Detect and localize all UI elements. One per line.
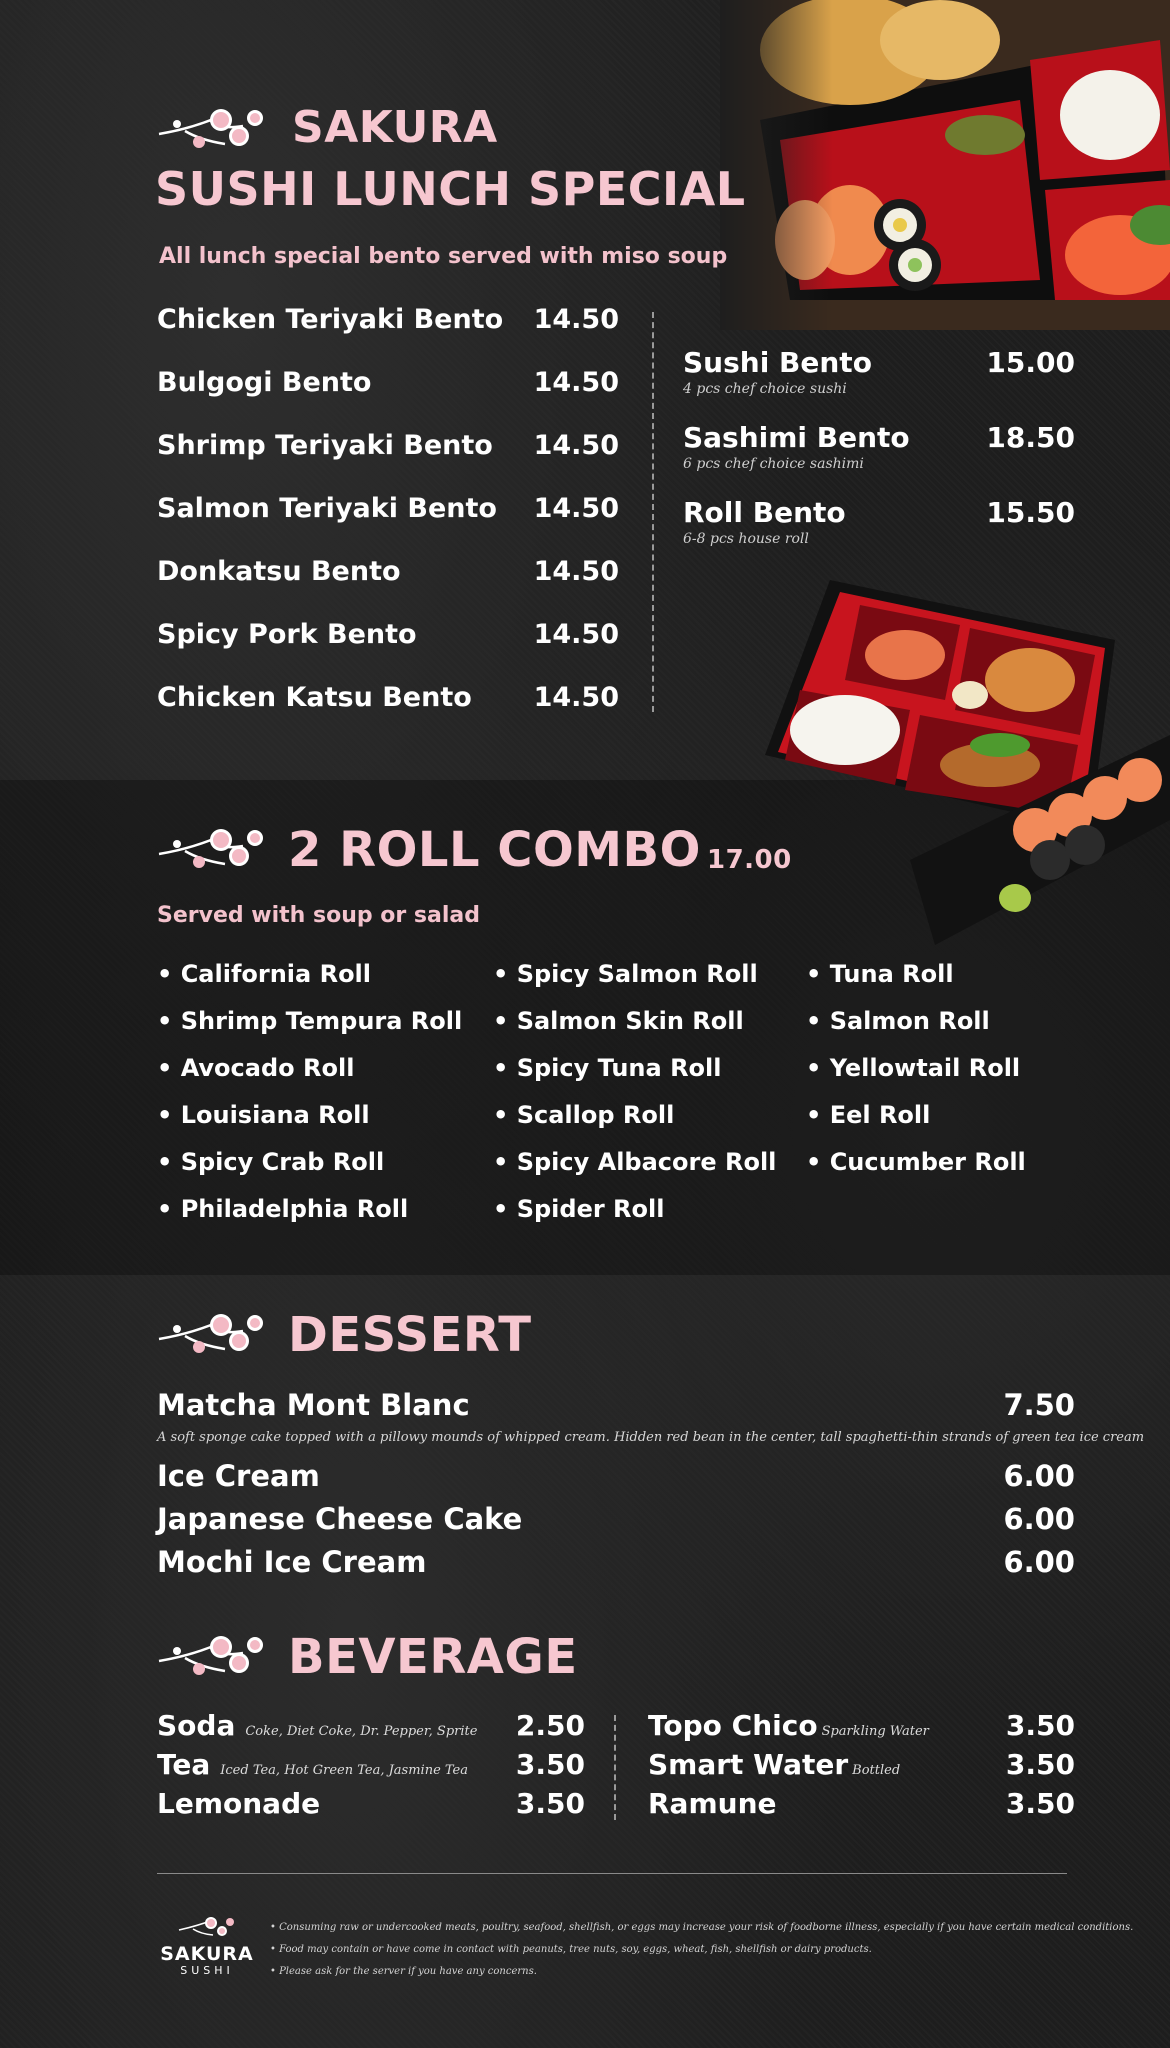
item-name: Sashimi Bento bbox=[683, 421, 910, 454]
roll-item: • Scallop Roll bbox=[493, 1101, 675, 1129]
menu-item bbox=[157, 1459, 1075, 1493]
roll-item: • Tuna Roll bbox=[806, 960, 954, 988]
item-price: 14.50 bbox=[533, 430, 619, 461]
menu-item bbox=[157, 1748, 585, 1781]
item-price: 18.50 bbox=[986, 421, 1075, 454]
item-price: 3.50 bbox=[1005, 1748, 1075, 1781]
column-divider bbox=[614, 1715, 616, 1820]
item-name: Smart Water bbox=[648, 1748, 849, 1781]
combo-title: 2 ROLL COMBO bbox=[288, 822, 701, 878]
roll-item: • California Roll bbox=[157, 960, 372, 988]
menu-item bbox=[648, 1787, 1075, 1820]
roll-item: • Salmon Roll bbox=[806, 1007, 990, 1035]
menu-item bbox=[683, 496, 1075, 547]
item-name: Bulgogi Bento bbox=[157, 367, 372, 398]
item-price: 14.50 bbox=[533, 304, 619, 335]
disclaimer-line: • Food may contain or have come in contact with peanuts, tree nuts, soy, eggs, wheat, fish, shellfish or dairy products. bbox=[270, 1944, 872, 1955]
item-price: 6.00 bbox=[1003, 1459, 1075, 1493]
dessert-title: DESSERT bbox=[288, 1307, 532, 1363]
roll-item: • Spicy Crab Roll bbox=[157, 1148, 385, 1176]
item-price: 14.50 bbox=[533, 493, 619, 524]
menu-item bbox=[157, 556, 619, 596]
item-price: 6.00 bbox=[1003, 1545, 1075, 1579]
brand-sub: SUSHI bbox=[180, 1964, 234, 1977]
bento-photo-middle bbox=[760, 570, 1170, 950]
item-price: 14.50 bbox=[533, 367, 619, 398]
item-name: Mochi Ice Cream bbox=[157, 1545, 427, 1579]
sakura-blossom-icon bbox=[177, 1914, 237, 1940]
item-note: 4 pcs chef choice sushi bbox=[683, 381, 847, 397]
menu-item bbox=[157, 1787, 585, 1820]
roll-item: • Spicy Salmon Roll bbox=[493, 960, 758, 988]
beverage-title: BEVERAGE bbox=[288, 1629, 578, 1685]
item-price: 15.50 bbox=[986, 496, 1075, 529]
item-price: 3.50 bbox=[1005, 1709, 1075, 1742]
roll-item: • Salmon Skin Roll bbox=[493, 1007, 744, 1035]
menu-item bbox=[157, 304, 619, 344]
roll-item: • Cucumber Roll bbox=[806, 1148, 1026, 1176]
menu-item bbox=[157, 1502, 1075, 1536]
item-name: Ramune bbox=[648, 1787, 777, 1820]
item-price: 3.50 bbox=[515, 1748, 585, 1781]
item-price: 3.50 bbox=[515, 1787, 585, 1820]
disclaimer-line: • Consuming raw or undercooked meats, poultry, seafood, shellfish, or eggs may increase your risk of foodborne illness, especially if you have certain medical conditions. bbox=[270, 1922, 1134, 1933]
roll-item: • Avocado Roll bbox=[157, 1054, 355, 1082]
item-price: 2.50 bbox=[515, 1709, 585, 1742]
item-detail: Sparkling Water bbox=[821, 1724, 929, 1739]
menu-item bbox=[648, 1709, 1075, 1742]
menu-item bbox=[157, 367, 619, 407]
item-name: Salmon Teriyaki Bento bbox=[157, 493, 497, 524]
item-name: Topo Chico bbox=[648, 1709, 818, 1742]
roll-item: • Spicy Tuna Roll bbox=[493, 1054, 722, 1082]
roll-item: • Philadelphia Roll bbox=[157, 1195, 409, 1223]
sakura-blossom-icon bbox=[155, 820, 271, 876]
menu-item bbox=[683, 346, 1075, 397]
combo-subtitle: Served with soup or salad bbox=[157, 903, 480, 928]
item-name: Roll Bento bbox=[683, 496, 846, 529]
footer-logo bbox=[152, 1914, 262, 1977]
item-name: Soda bbox=[157, 1709, 236, 1742]
bento-photo-top bbox=[720, 0, 1170, 330]
item-price: 3.50 bbox=[1005, 1787, 1075, 1820]
menu-item bbox=[157, 430, 619, 470]
item-name: Matcha Mont Blanc bbox=[157, 1388, 470, 1422]
item-price: 15.00 bbox=[986, 346, 1075, 379]
lunch-subtitle: All lunch special bento served with miso soup bbox=[159, 244, 728, 269]
roll-item: • Louisiana Roll bbox=[157, 1101, 370, 1129]
footer-divider bbox=[157, 1873, 1067, 1874]
brand-name: SAKURA bbox=[160, 1943, 254, 1965]
menu-item bbox=[157, 493, 619, 533]
item-name: Japanese Cheese Cake bbox=[157, 1502, 523, 1536]
roll-item: • Spicy Albacore Roll bbox=[493, 1148, 777, 1176]
sakura-blossom-icon bbox=[155, 1627, 271, 1683]
menu-item bbox=[157, 619, 619, 659]
roll-item: • Eel Roll bbox=[806, 1101, 931, 1129]
lunch-title-line2: SUSHI LUNCH SPECIAL bbox=[155, 162, 746, 216]
item-price: 7.50 bbox=[1003, 1388, 1075, 1422]
item-name: Shrimp Teriyaki Bento bbox=[157, 430, 493, 461]
roll-item: • Yellowtail Roll bbox=[806, 1054, 1021, 1082]
item-name: Ice Cream bbox=[157, 1459, 320, 1493]
item-name: Lemonade bbox=[157, 1787, 321, 1820]
menu-item bbox=[157, 682, 619, 722]
item-detail: Bottled bbox=[852, 1763, 901, 1778]
item-price: 14.50 bbox=[533, 682, 619, 713]
lunch-title-line1: SAKURA bbox=[292, 102, 498, 153]
item-name: Sushi Bento bbox=[683, 346, 872, 379]
sakura-blossom-icon bbox=[155, 100, 271, 156]
combo-price: 17.00 bbox=[707, 845, 792, 875]
item-price: 14.50 bbox=[533, 556, 619, 587]
item-note: 6-8 pcs house roll bbox=[683, 531, 809, 547]
disclaimer-line: • Please ask for the server if you have any concerns. bbox=[270, 1966, 537, 1977]
column-divider bbox=[652, 312, 654, 712]
item-name: Spicy Pork Bento bbox=[157, 619, 417, 650]
sakura-blossom-icon bbox=[155, 1305, 271, 1361]
item-description: A soft sponge cake topped with a pillowy mounds of whipped cream. Hidden red bean in the center, tall spaghetti-thin strands of green tea ice cream bbox=[157, 1430, 1145, 1445]
item-price: 14.50 bbox=[533, 619, 619, 650]
item-price: 6.00 bbox=[1003, 1502, 1075, 1536]
roll-item: • Shrimp Tempura Roll bbox=[157, 1007, 463, 1035]
item-name: Tea bbox=[157, 1748, 211, 1781]
item-detail: Iced Tea, Hot Green Tea, Jasmine Tea bbox=[220, 1763, 469, 1778]
item-name: Chicken Katsu Bento bbox=[157, 682, 472, 713]
item-detail: Coke, Diet Coke, Dr. Pepper, Sprite bbox=[245, 1724, 478, 1739]
item-name: Chicken Teriyaki Bento bbox=[157, 304, 504, 335]
menu-item bbox=[683, 421, 1075, 472]
item-name: Donkatsu Bento bbox=[157, 556, 401, 587]
menu-item bbox=[157, 1709, 585, 1742]
menu-item bbox=[157, 1545, 1075, 1579]
menu-item bbox=[157, 1388, 1075, 1422]
item-note: 6 pcs chef choice sashimi bbox=[683, 456, 864, 472]
menu-item bbox=[648, 1748, 1075, 1781]
roll-item: • Spider Roll bbox=[493, 1195, 665, 1223]
